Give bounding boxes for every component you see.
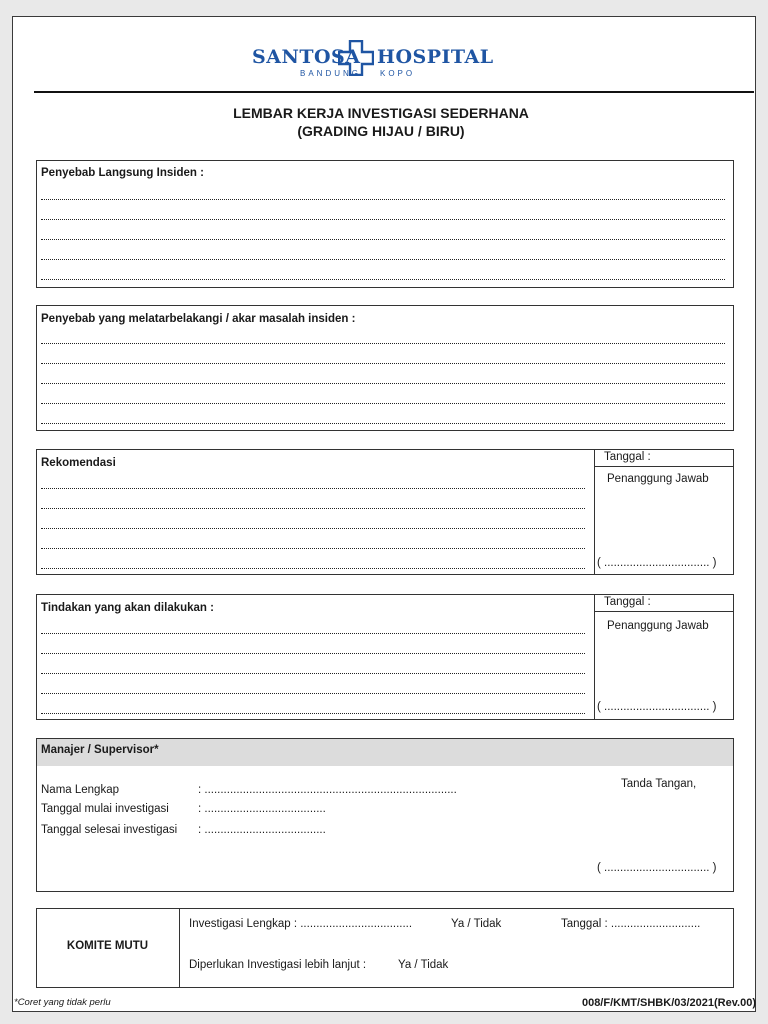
rekomendasi-label: Rekomendasi — [41, 457, 116, 469]
writing-line[interactable] — [41, 218, 725, 220]
tanggal-label: Tanggal : — [604, 451, 651, 463]
writing-line[interactable] — [41, 422, 725, 424]
logo-sub-left: BANDUNG — [300, 69, 362, 78]
akar-masalah-label: Penyebab yang melatarbelakangi / akar masalah insiden : — [41, 313, 356, 325]
writing-line[interactable] — [41, 278, 725, 280]
tanggal-selesai-field[interactable]: : ...................................... — [198, 824, 326, 836]
writing-line[interactable] — [41, 258, 725, 260]
writing-line[interactable] — [41, 362, 725, 364]
writing-line[interactable] — [41, 402, 725, 404]
nama-lengkap-label: Nama Lengkap — [41, 784, 119, 796]
writing-line[interactable] — [41, 382, 725, 384]
signature-line[interactable]: ( ................................. ) — [597, 701, 717, 713]
divider — [594, 466, 734, 467]
writing-line[interactable] — [41, 567, 585, 569]
tanggal-mulai-field[interactable]: : ...................................... — [198, 803, 326, 815]
writing-line[interactable] — [41, 507, 585, 509]
writing-line[interactable] — [41, 547, 585, 549]
signature-line[interactable]: ( ................................. ) — [597, 557, 717, 569]
form-code: 008/F/KMT/SHBK/03/2021(Rev.00) — [581, 997, 756, 1009]
penanggung-jawab-label: Penanggung Jawab — [607, 620, 709, 632]
divider — [594, 449, 595, 575]
tanda-tangan-label: Tanda Tangan, — [621, 778, 697, 790]
divider — [594, 594, 595, 720]
writing-line[interactable] — [41, 527, 585, 529]
header-rule — [34, 91, 754, 93]
writing-line[interactable] — [41, 692, 585, 694]
ya-tidak-option[interactable]: Ya / Tidak — [398, 959, 449, 971]
tanggal-selesai-label: Tanggal selesai investigasi — [41, 824, 178, 836]
writing-line[interactable] — [41, 342, 725, 344]
divider — [179, 908, 180, 988]
divider — [594, 611, 734, 612]
tindakan-label: Tindakan yang akan dilakukan : — [41, 602, 214, 614]
tanggal-label: Tanggal : — [604, 596, 651, 608]
footnote: *Coret yang tidak perlu — [14, 997, 111, 1008]
writing-line[interactable] — [41, 487, 585, 489]
form-title: LEMBAR KERJA INVESTIGASI SEDERHANA — [233, 105, 529, 121]
logo-text-right: HOSPITAL — [377, 46, 494, 68]
penyebab-langsung-box — [36, 160, 734, 288]
manajer-title: Manajer / Supervisor* — [41, 744, 159, 756]
writing-line[interactable] — [41, 238, 725, 240]
ya-tidak-option[interactable]: Ya / Tidak — [451, 918, 502, 930]
logo-sub-right: KOPO — [380, 69, 416, 78]
investigasi-lengkap-field[interactable]: Investigasi Lengkap : ................................... — [189, 918, 413, 930]
signature-line[interactable]: ( ................................. ) — [597, 862, 717, 874]
writing-line[interactable] — [41, 712, 585, 714]
writing-line[interactable] — [41, 672, 585, 674]
penyebab-langsung-label: Penyebab Langsung Insiden : — [41, 167, 204, 179]
penanggung-jawab-label: Penanggung Jawab — [607, 473, 709, 485]
writing-line[interactable] — [41, 652, 585, 654]
komite-mutu-label: KOMITE MUTU — [66, 940, 149, 952]
hospital-logo — [252, 36, 518, 82]
logo-text-left: SANTOSA — [252, 46, 361, 68]
nama-lengkap-field[interactable]: : ............................................................................... — [198, 784, 457, 796]
form-subtitle: (GRADING HIJAU / BIRU) — [297, 123, 465, 139]
investigasi-lanjut-label: Diperlukan Investigasi lebih lanjut : — [189, 959, 367, 971]
tanggal-mulai-label: Tanggal mulai investigasi — [41, 803, 169, 815]
komite-tanggal-field[interactable]: Tanggal : ............................ — [561, 918, 701, 930]
writing-line[interactable] — [41, 198, 725, 200]
writing-line[interactable] — [41, 632, 585, 634]
